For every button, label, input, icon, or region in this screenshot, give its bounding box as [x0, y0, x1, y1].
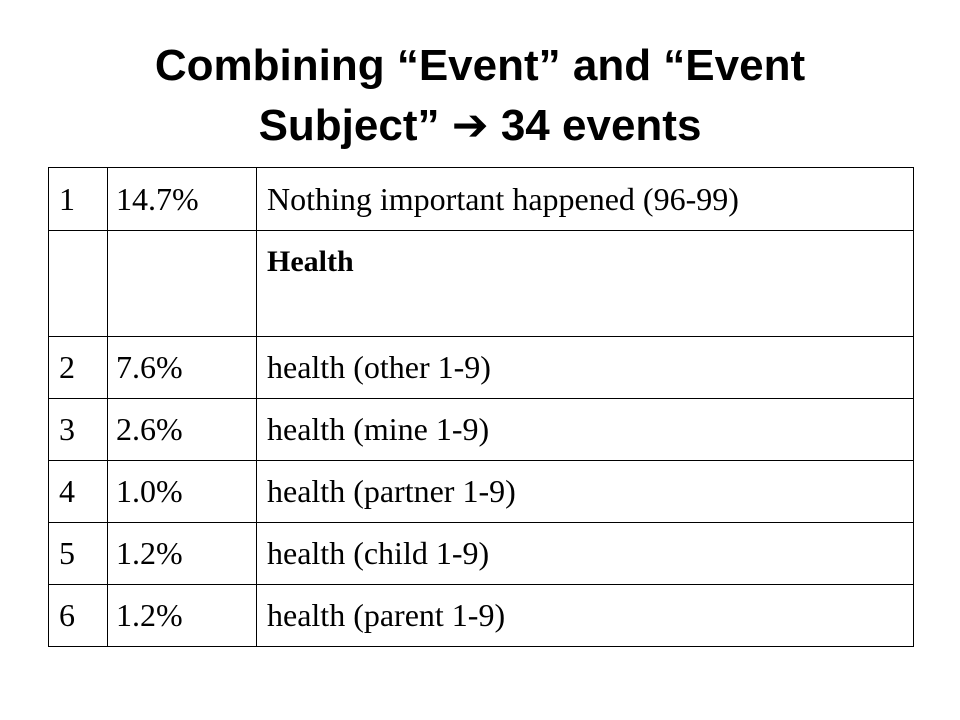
- table-row: [49, 337, 914, 399]
- row-description: health (parent 1-9): [257, 585, 914, 647]
- row-description: health (mine 1-9): [257, 399, 914, 461]
- row-number: 3: [49, 399, 108, 461]
- right-arrow-icon: ➔: [451, 100, 489, 151]
- row-number: 1: [49, 168, 108, 231]
- row-percentage: 2.6%: [108, 399, 257, 461]
- row-number: 6: [49, 585, 108, 647]
- table-row: [49, 461, 914, 523]
- row-percentage: [108, 231, 257, 337]
- row-percentage: 7.6%: [108, 337, 257, 399]
- table-row: [49, 523, 914, 585]
- table-row: [49, 585, 914, 647]
- section-header-row: [49, 231, 914, 337]
- row-percentage: 1.2%: [108, 585, 257, 647]
- row-percentage: 1.0%: [108, 461, 257, 523]
- table-row: [49, 399, 914, 461]
- row-number: 4: [49, 461, 108, 523]
- row-number: 5: [49, 523, 108, 585]
- title-line-1: Combining “Event” and “Event: [154, 41, 806, 90]
- table-row: [49, 168, 914, 231]
- title-line-2: [0, 96, 960, 156]
- row-percentage: 1.2%: [108, 523, 257, 585]
- row-description: health (other 1-9): [257, 337, 914, 399]
- row-percentage: 14.7%: [108, 168, 257, 231]
- title-line-2-start: Subject”: [258, 101, 452, 150]
- row-number: [49, 231, 108, 337]
- row-description: Nothing important happened (96-99): [257, 168, 914, 231]
- row-description: health (partner 1-9): [257, 461, 914, 523]
- events-table: [48, 167, 914, 647]
- row-number: 2: [49, 337, 108, 399]
- section-heading: Health: [257, 231, 914, 337]
- row-description: health (child 1-9): [257, 523, 914, 585]
- slide-title: [0, 36, 960, 156]
- title-line-2-end: 34 events: [488, 101, 702, 150]
